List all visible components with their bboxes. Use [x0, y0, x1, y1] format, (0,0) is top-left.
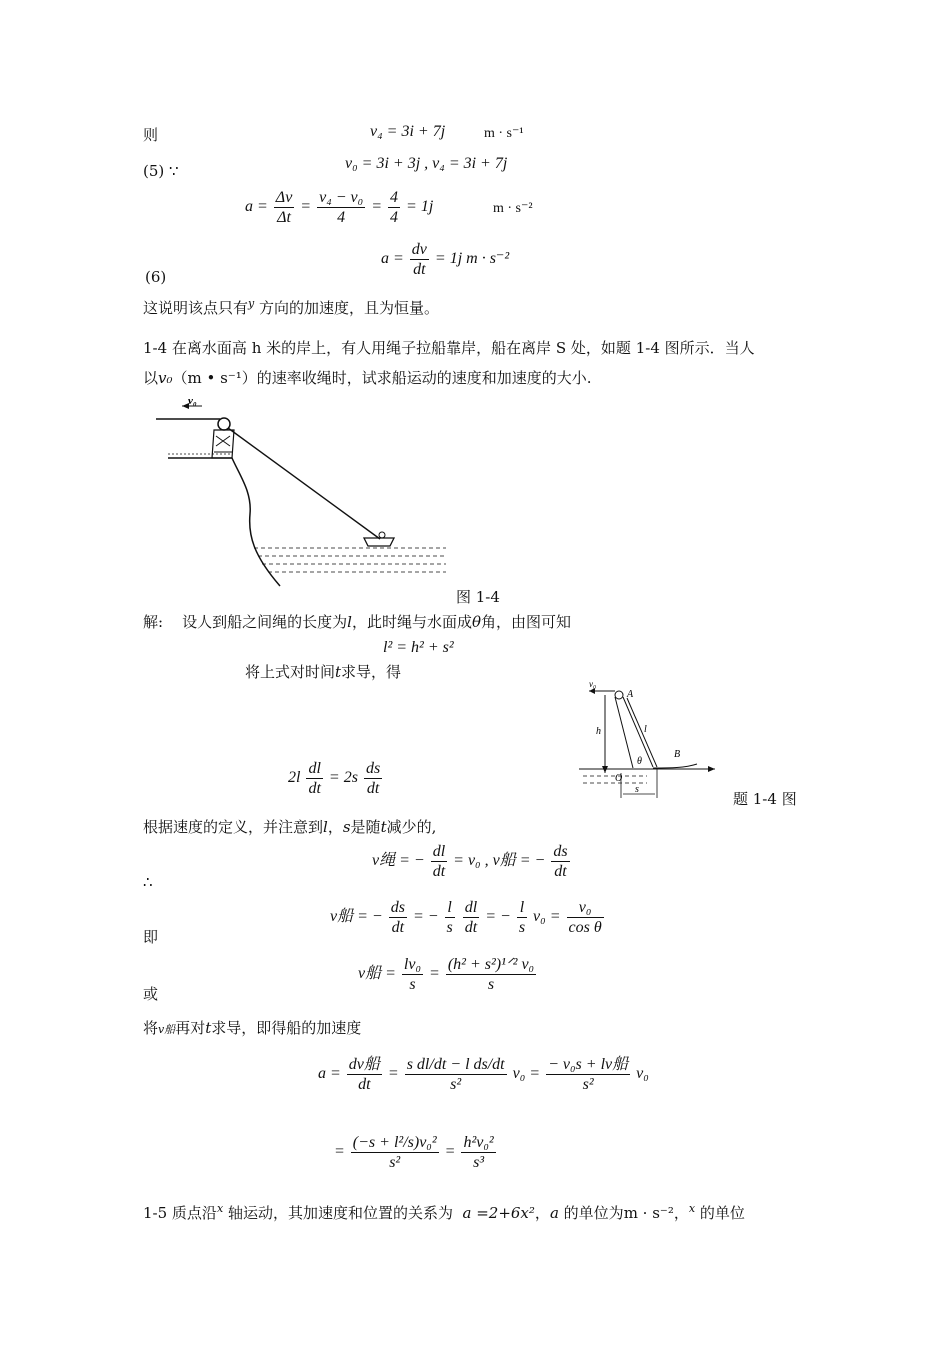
fig2-theta: θ [637, 756, 642, 767]
fig2-h: h [596, 726, 601, 737]
fraction: $\frac{\text{(−s + l²/s)v₀²}}{\text{s²}}$ [352, 1134, 437, 1171]
equation-avg-acceleration: a = $\frac{\Delta v}{\Delta t}$ = $\frac{\text{v₄ − v₀}}{4}$ = $\frac{4}{4}$ = 1j [245, 189, 434, 226]
fraction: $\frac{ds}{dt}$ [390, 899, 405, 936]
fraction: $\frac{4}{4}$ [390, 189, 399, 226]
fraction: $\frac{\text{v₄ − v₀}}{4}$ [319, 189, 364, 226]
fraction: $\frac{\text{lv₀}}{s}$ [403, 956, 422, 993]
therefore-sign: ∴ [143, 873, 153, 891]
definition-text: 根据速度的定义，并注意到l，s是随t减少的, [143, 818, 437, 836]
figure-1-4-solution-caption: 题 1-4 图 [733, 790, 797, 808]
acceleration-text: 将v船再对t求导，即得船的加速度 [143, 1019, 362, 1037]
avg-acc-lhs: a = [245, 198, 268, 216]
fraction: $\frac{\text{h²v₀²}}{\text{s³}}$ [463, 1134, 494, 1171]
avg-acc-result: = 1j [406, 198, 434, 216]
fig2-l: l [644, 724, 647, 735]
fraction: $\frac{dl}{dt}$ [432, 843, 446, 880]
unit-velocity: m · s⁻¹ [484, 126, 524, 141]
label-huo: 或 [143, 985, 159, 1003]
solution-intro: 解: 设人到船之间绳的长度为l，此时绳与水面成θ角，由图可知 [143, 613, 572, 631]
unit-acceleration: m · s⁻² [493, 201, 533, 216]
fraction: $\frac{\text{− v₀s + lv船}}{\text{s²}}$ [548, 1056, 629, 1093]
fraction: $\frac{l}{s}$ [518, 899, 526, 936]
figure-1-4-caption: 图 1-4 [456, 588, 500, 606]
label-5: (5) ∵ [143, 162, 179, 180]
equation-velocity-rope: v绳 = − $\frac{dl}{dt}$ = v₀ , v船 = − $\frac{ds}{dt}$ [372, 843, 568, 880]
figure-1-4 [150, 396, 460, 592]
fraction: $\frac{\text{dv船}}{dt}$ [348, 1056, 380, 1093]
problem-1-4-line1: 1-4 在离水面高 h 米的岸上，有人用绳子拉船靠岸，船在离岸 S 处，如题 1-4 图所示．当人 [143, 339, 755, 357]
fraction: $\frac{ds}{dt}$ [365, 760, 381, 797]
fig2-s: s [635, 784, 639, 795]
fraction: $\frac{\text{v₀}}{\text{cos θ}}$ [568, 899, 602, 936]
fig2-A: A [627, 689, 634, 700]
diff-text: 将上式对时间t求导，得 [245, 663, 402, 681]
equation-v4: v₄ = 3i + 7j [370, 123, 446, 140]
equation-velocity-boat-alt: v船 = $\frac{\text{lv₀}}{s}$ = $\frac{\text{(h² + s²)¹ᐟ² v₀}}{s}$ [358, 956, 535, 993]
equation-differentiated: 2l $\frac{dl}{dt}$ = 2s $\frac{ds}{dt}$ [288, 760, 381, 797]
equation-velocity-boat: v船 = − $\frac{ds}{dt}$ = − $\frac{l}{s}$ $\frac{dl}{dt}$ = − $\frac{l}{s}$ v₀ = $\frac{\text{v₀}}{\text{cos θ}}$ [330, 899, 602, 936]
equation-inst-acceleration: a = $\frac{dv}{dt}$ = 1j m · s⁻² [381, 241, 510, 278]
label-ji: 即 [143, 928, 159, 946]
equation-acceleration-2: = $\frac{\text{(−s + l²/s)v₀²}}{\text{s²}}$ = $\frac{\text{h²v₀²}}{\text{s³}}$ [334, 1134, 494, 1171]
problem-1-4-line2: 以v₀（m • s⁻¹）的速率收绳时，试求船运动的速度和加速度的大小. [143, 369, 592, 387]
conclusion-text: 这说明该点只有$^y$ 方向的加速度，且为恒量。 [143, 297, 440, 317]
fraction: $\frac{\Delta v}{\Delta t}$ [275, 189, 293, 226]
fraction: $\frac{dv}{dt}$ [411, 241, 427, 278]
figure-1-4-solution [575, 680, 725, 805]
fig2-v0: v₀ [589, 679, 597, 689]
fig2-B: B [674, 749, 681, 760]
fraction: $\frac{dl}{dt}$ [464, 899, 478, 936]
fraction: $\frac{\text{(h² + s²)¹ᐟ² v₀}}{s}$ [447, 956, 535, 993]
label-6: (6) [145, 268, 167, 286]
problem-1-5-line1: 1-5 质点沿$^x$ 轴运动，其加速度和位置的关系为 a =2+6x²，a 的单位为m · s⁻²，$^x$ 的单位 [143, 1202, 745, 1222]
equation-v0: v₀ = 3i + 3j , v₄ = 3i + 7j [345, 155, 508, 172]
label-ze: 则 [143, 126, 159, 144]
fraction: $\frac{\text{s dl/dt − l ds/dt}}{\text{s²}}$ [406, 1056, 505, 1093]
fig1-v0-label: v₀ [188, 395, 197, 407]
fraction: $\frac{dl}{dt}$ [308, 760, 321, 797]
equation-pythagoras: l² = h² + s² [383, 639, 454, 656]
fraction: $\frac{l}{s}$ [446, 899, 453, 936]
equation-acceleration-1: a = $\frac{\text{dv船}}{dt}$ = $\frac{\text{s dl/dt − l ds/dt}}{\text{s²}}$ v₀ = $\frac{\text{− v₀s + lv船}}{\text{s²}}$ v₀ [318, 1056, 649, 1093]
fraction: $\frac{ds}{dt}$ [553, 843, 568, 880]
fig2-O: O [615, 773, 623, 784]
